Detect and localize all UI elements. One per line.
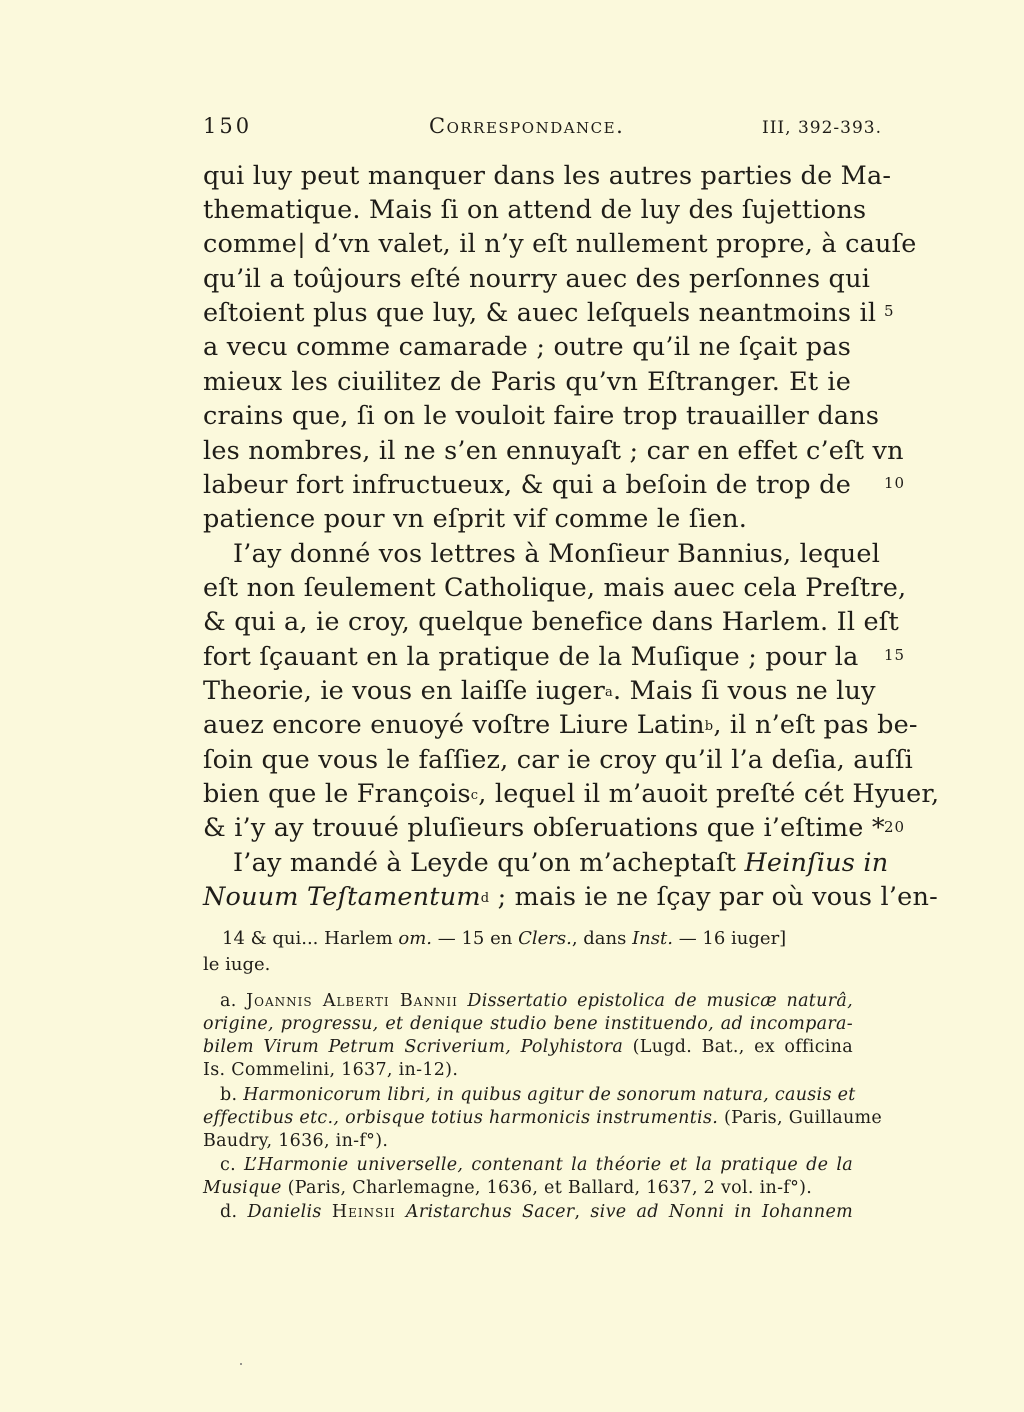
text-segment: ; mais ie ne ſçay par où vous l’en- <box>489 882 938 912</box>
footnote-line: Is. Commelini, 1637, in-12). <box>203 1060 459 1080</box>
footnote-text: (Lugd. Bat., ex officina <box>623 1037 853 1057</box>
line-number: 5 <box>884 302 895 320</box>
text-line: mieux les ciuilitez de Paris qu’vn Eſtranger. Et ie <box>203 367 851 397</box>
text-line <box>203 880 938 914</box>
text-line <box>203 708 918 742</box>
work-title: Musique <box>203 1178 282 1198</box>
variant-segment: 14 & qui... Harlem <box>222 928 399 949</box>
text-line <box>203 674 876 708</box>
text-line: I’ay donné vos lettres à Monſieur Bannius, lequel <box>233 539 881 569</box>
variant-segment: — 16 iuger] <box>672 928 787 949</box>
footnote-line: Baudry, 1636, in-f°). <box>203 1131 389 1151</box>
author-name: Danielis <box>247 1202 322 1222</box>
space <box>396 1202 406 1222</box>
text-line: les nombres, il ne s’en ennuyaſt ; car en effet c’eſt vn <box>203 436 904 466</box>
author-name: Joannis Alberti Bannii <box>246 991 458 1011</box>
footnote-text: (Paris, Guillaume <box>718 1108 883 1128</box>
footnote-text: , <box>574 1202 591 1222</box>
text-line: eſt non ſeulement Catholique, mais auec cela Preſtre, <box>203 573 907 603</box>
text-line: qu’il a toûjours eſté nourry auec des perſonnes qui <box>203 264 871 294</box>
text-segment: . Mais ſi vous ne luy <box>613 676 876 706</box>
text-line: comme| d’vn valet, il n’y eſt nullement propre, à cauſe <box>203 229 917 259</box>
footnote-marker: d <box>480 891 490 906</box>
footnote-line: origine, progressu, et denique studio bene instituendo, ad incompara- <box>203 1014 853 1034</box>
page-number: 150 <box>203 114 253 138</box>
text-line: qui luy peut manquer dans les autres parties de Ma- <box>203 161 892 191</box>
footnote-marker: a <box>605 685 613 700</box>
line-number: 15 <box>884 646 906 664</box>
footnote-line <box>203 1107 883 1130</box>
variant-italic: om. <box>398 928 433 949</box>
text-line: patience pour vn eſprit vif comme le ſien. <box>203 504 748 534</box>
text-line: crains que, ſi on le vouloit faire trop trauailler dans <box>203 401 880 431</box>
footnote-text: (Paris, Charlemagne, 1636, et Ballard, 1637, 2 vol. in-f°). <box>281 1178 813 1198</box>
footnote-marker: c <box>470 788 479 803</box>
variant-segment: , dans <box>571 928 633 949</box>
footnote-line <box>203 1036 853 1059</box>
ink-speck <box>240 1363 242 1365</box>
footnote-label: b. <box>220 1085 244 1105</box>
text-segment: Theorie, ie vous en laiſſe iuger <box>203 676 606 706</box>
footnote-label: d. <box>220 1202 248 1222</box>
text-line: labeur fort infructueux, & qui a beſoin de trop de <box>203 470 851 500</box>
footnote-line <box>203 1177 853 1200</box>
variant-line <box>222 926 786 951</box>
work-title: sive ad Nonni in Iohannem <box>590 1202 853 1222</box>
volume-reference: III, 392-393. <box>762 118 882 138</box>
text-line: fort ſçauant en la pratique de la Muſique ; pour la <box>203 642 859 672</box>
work-title: Aristarchus Sacer <box>405 1202 575 1222</box>
footnote-label: a. <box>220 991 247 1011</box>
text-segment: auez encore enuoyé voſtre Liure Latin <box>203 710 705 740</box>
line-number: 10 <box>884 474 906 492</box>
work-title: L’Harmonie universelle, contenant la théorie et la pratique de la <box>244 1155 853 1175</box>
text-segment: , lequel il m’auoit preſté cét Hyuer, <box>478 779 940 809</box>
footnote-label: c. <box>220 1155 245 1175</box>
variant-line: le iuge. <box>203 954 271 975</box>
italic-title: Heinſius in <box>744 848 889 878</box>
text-line: a vecu comme camarade ; outre qu’il ne ſçait pas <box>203 332 851 362</box>
variant-italic: Clers. <box>518 928 572 949</box>
variant-segment: — 15 en <box>432 928 519 949</box>
text-line <box>203 777 940 811</box>
text-segment: bien que le François <box>203 779 471 809</box>
work-title: Harmonicorum libri, in quibus agitur de sonorum natura, causis et <box>243 1085 856 1105</box>
line-number: 20 <box>884 818 906 836</box>
text-line: ſoin que vous le faſſiez, car ie croy qu’il l’a deſia, auſſi <box>203 745 913 775</box>
italic-title: Nouum Teſtamentum <box>203 882 481 912</box>
text-line: & i’y ay trouué pluſieurs obſeruations que i’eſtime * <box>203 813 885 843</box>
text-segment: , il n’eſt pas be- <box>713 710 918 740</box>
work-title: Dissertatio epistolica de musicæ naturâ, <box>467 991 853 1011</box>
space <box>322 1202 332 1222</box>
variant-italic: Inst. <box>632 928 673 949</box>
work-title: effectibus etc., orbisque totius harmonicis instrumentis. <box>203 1108 719 1128</box>
footnote-line <box>220 990 853 1013</box>
text-segment: I’ay mandé à Leyde qu’on m’acheptaſt <box>233 848 745 878</box>
author-name: Heinsii <box>331 1202 396 1222</box>
work-title: bilem Virum Petrum Scriverium, Polyhistora <box>203 1037 624 1057</box>
space <box>458 991 468 1011</box>
footnote-line <box>220 1154 853 1177</box>
footnote-line <box>220 1201 853 1224</box>
text-line: & qui a, ie croy, quelque benefice dans Harlem. Il eſt <box>203 607 899 637</box>
footnote-line <box>220 1084 856 1107</box>
footnote-marker: b <box>704 719 714 734</box>
text-line <box>233 846 889 880</box>
text-line: thematique. Mais ſi on attend de luy des ſujettions <box>203 195 867 225</box>
running-title: Correspondance. <box>429 114 625 138</box>
text-line: eſtoient plus que luy, & auec leſquels neantmoins il <box>203 298 877 328</box>
